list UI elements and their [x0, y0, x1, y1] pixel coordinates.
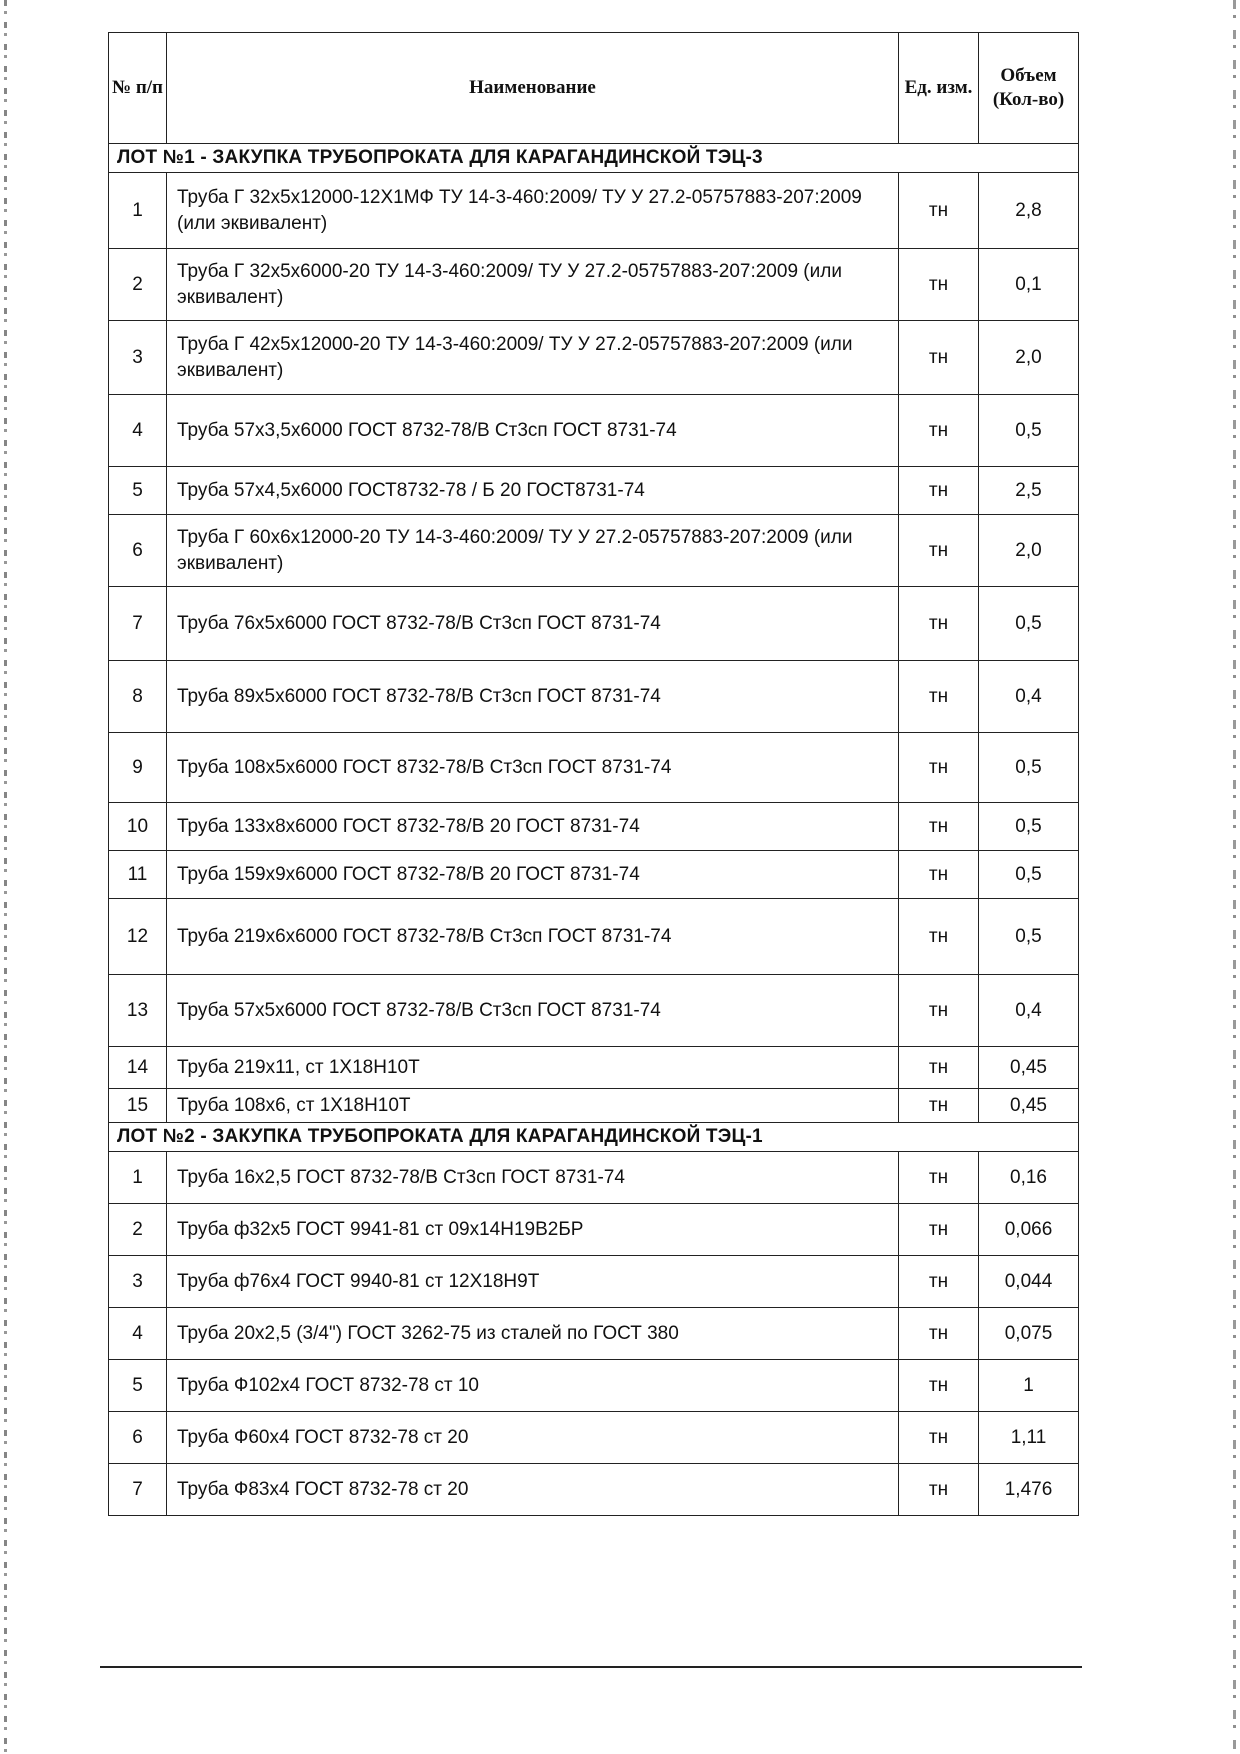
- row-number: 9: [109, 733, 167, 803]
- row-number: 13: [109, 975, 167, 1047]
- procurement-table: [108, 32, 1079, 1516]
- bottom-rule: [100, 1666, 1082, 1668]
- row-unit: тн: [899, 321, 979, 395]
- row-number: 11: [109, 851, 167, 899]
- table-row: [109, 733, 1079, 803]
- table-row: [109, 587, 1079, 661]
- row-number: 12: [109, 899, 167, 975]
- row-number: 1: [109, 173, 167, 249]
- row-qty: 0,45: [979, 1047, 1079, 1089]
- row-unit: тн: [899, 733, 979, 803]
- row-unit: тн: [899, 899, 979, 975]
- lot-title-row: [109, 1123, 1079, 1152]
- row-qty: 0,5: [979, 733, 1079, 803]
- row-qty: 1: [979, 1360, 1079, 1412]
- row-unit: тн: [899, 1308, 979, 1360]
- row-name: Труба 219х6х6000 ГОСТ 8732-78/В Ст3сп ГОСТ 8731-74: [167, 899, 899, 975]
- table-row: [109, 467, 1079, 515]
- table-row: [109, 975, 1079, 1047]
- row-unit: тн: [899, 587, 979, 661]
- row-unit: тн: [899, 851, 979, 899]
- table-row: [109, 803, 1079, 851]
- table-row: [109, 515, 1079, 587]
- row-unit: тн: [899, 975, 979, 1047]
- row-number: 7: [109, 1464, 167, 1516]
- row-name: Труба Ф60х4 ГОСТ 8732-78 ст 20: [167, 1412, 899, 1464]
- lot-title: ЛОТ №2 - ЗАКУПКА ТРУБОПРОКАТА ДЛЯ КАРАГАНДИНСКОЙ ТЭЦ-1: [109, 1123, 1079, 1152]
- row-qty: 0,5: [979, 587, 1079, 661]
- row-name: Труба 57х5х6000 ГОСТ 8732-78/В Ст3сп ГОСТ 8731-74: [167, 975, 899, 1047]
- header-name: Наименование: [167, 33, 899, 144]
- table-row: [109, 321, 1079, 395]
- row-unit: тн: [899, 1360, 979, 1412]
- row-qty: 0,066: [979, 1204, 1079, 1256]
- row-number: 7: [109, 587, 167, 661]
- row-qty: 0,5: [979, 851, 1079, 899]
- row-qty: 0,5: [979, 803, 1079, 851]
- row-number: 4: [109, 1308, 167, 1360]
- row-unit: тн: [899, 395, 979, 467]
- row-number: 15: [109, 1089, 167, 1123]
- row-unit: тн: [899, 1464, 979, 1516]
- row-name: Труба Г 32х5х6000-20 ТУ 14-3-460:2009/ ТУ У 27.2-05757883-207:2009 (или эквивалент): [167, 249, 899, 321]
- row-qty: 0,5: [979, 395, 1079, 467]
- row-qty: 2,0: [979, 321, 1079, 395]
- table-row: [109, 899, 1079, 975]
- row-unit: тн: [899, 803, 979, 851]
- table-row: [109, 249, 1079, 321]
- row-unit: тн: [899, 515, 979, 587]
- row-name: Труба Ф83х4 ГОСТ 8732-78 ст 20: [167, 1464, 899, 1516]
- row-qty: 0,044: [979, 1256, 1079, 1308]
- row-qty: 0,1: [979, 249, 1079, 321]
- table-row: [109, 1360, 1079, 1412]
- row-name: Труба 159х9х6000 ГОСТ 8732-78/В 20 ГОСТ 8731-74: [167, 851, 899, 899]
- row-number: 3: [109, 1256, 167, 1308]
- row-number: 6: [109, 1412, 167, 1464]
- row-unit: тн: [899, 1047, 979, 1089]
- row-number: 2: [109, 249, 167, 321]
- row-name: Труба 20х2,5 (3/4") ГОСТ 3262-75 из сталей по ГОСТ 380: [167, 1308, 899, 1360]
- row-name: Труба 57х3,5х6000 ГОСТ 8732-78/В Ст3сп ГОСТ 8731-74: [167, 395, 899, 467]
- row-unit: тн: [899, 1204, 979, 1256]
- row-qty: 0,075: [979, 1308, 1079, 1360]
- table-header-row: [109, 33, 1079, 144]
- row-number: 6: [109, 515, 167, 587]
- row-number: 3: [109, 321, 167, 395]
- table-row: [109, 173, 1079, 249]
- row-name: Труба 16х2,5 ГОСТ 8732-78/В Ст3сп ГОСТ 8731-74: [167, 1152, 899, 1204]
- table-body: [109, 144, 1079, 1516]
- lot-title-row: [109, 144, 1079, 173]
- row-qty: 0,16: [979, 1152, 1079, 1204]
- row-qty: 0,5: [979, 899, 1079, 975]
- row-unit: тн: [899, 467, 979, 515]
- row-number: 5: [109, 1360, 167, 1412]
- row-number: 1: [109, 1152, 167, 1204]
- scan-edge-right: [1233, 0, 1236, 1754]
- table-row: [109, 1308, 1079, 1360]
- row-qty: 0,4: [979, 975, 1079, 1047]
- row-unit: тн: [899, 173, 979, 249]
- row-name: Труба ф32х5 ГОСТ 9941-81 ст 09х14Н19В2БР: [167, 1204, 899, 1256]
- row-qty: 2,5: [979, 467, 1079, 515]
- table-row: [109, 1256, 1079, 1308]
- row-qty: 1,476: [979, 1464, 1079, 1516]
- row-name: Труба 89х5х6000 ГОСТ 8732-78/В Ст3сп ГОСТ 8731-74: [167, 661, 899, 733]
- header-num: № п/п: [109, 33, 167, 144]
- row-number: 10: [109, 803, 167, 851]
- row-name: Труба 108х5х6000 ГОСТ 8732-78/В Ст3сп ГОСТ 8731-74: [167, 733, 899, 803]
- row-name: Труба 133х8х6000 ГОСТ 8732-78/В 20 ГОСТ 8731-74: [167, 803, 899, 851]
- row-number: 8: [109, 661, 167, 733]
- row-number: 5: [109, 467, 167, 515]
- row-qty: 0,4: [979, 661, 1079, 733]
- row-name: Труба 57х4,5х6000 ГОСТ8732-78 / Б 20 ГОСТ8731-74: [167, 467, 899, 515]
- row-name: Труба 76х5х6000 ГОСТ 8732-78/В Ст3сп ГОСТ 8731-74: [167, 587, 899, 661]
- row-name: Труба Ф102х4 ГОСТ 8732-78 ст 10: [167, 1360, 899, 1412]
- row-name: Труба 219х11, ст 1Х18Н10Т: [167, 1047, 899, 1089]
- row-number: 2: [109, 1204, 167, 1256]
- lot-title: ЛОТ №1 - ЗАКУПКА ТРУБОПРОКАТА ДЛЯ КАРАГАНДИНСКОЙ ТЭЦ-3: [109, 144, 1079, 173]
- row-number: 4: [109, 395, 167, 467]
- row-unit: тн: [899, 1152, 979, 1204]
- table-row: [109, 395, 1079, 467]
- table-row: [109, 661, 1079, 733]
- row-qty: 1,11: [979, 1412, 1079, 1464]
- row-unit: тн: [899, 1412, 979, 1464]
- row-unit: тн: [899, 1089, 979, 1123]
- row-name: Труба Г 32х5х12000-12Х1МФ ТУ 14-3-460:2009/ ТУ У 27.2-05757883-207:2009 (или эквивалент): [167, 173, 899, 249]
- table-row: [109, 851, 1079, 899]
- scan-edge-left: [4, 0, 7, 1754]
- row-number: 14: [109, 1047, 167, 1089]
- row-unit: тн: [899, 249, 979, 321]
- row-unit: тн: [899, 661, 979, 733]
- row-name: Труба Г 60х6х12000-20 ТУ 14-3-460:2009/ ТУ У 27.2-05757883-207:2009 (или эквивалент): [167, 515, 899, 587]
- row-qty: 2,0: [979, 515, 1079, 587]
- row-name: Труба ф76х4 ГОСТ 9940-81 ст 12Х18Н9Т: [167, 1256, 899, 1308]
- row-name: Труба Г 42х5х12000-20 ТУ 14-3-460:2009/ ТУ У 27.2-05757883-207:2009 (или эквивалент): [167, 321, 899, 395]
- table-row: [109, 1412, 1079, 1464]
- table-row: [109, 1047, 1079, 1089]
- header-unit: Ед. изм.: [899, 33, 979, 144]
- table-row: [109, 1464, 1079, 1516]
- table-row: [109, 1204, 1079, 1256]
- row-name: Труба 108х6, ст 1Х18Н10Т: [167, 1089, 899, 1123]
- row-qty: 2,8: [979, 173, 1079, 249]
- header-qty: Объем (Кол-во): [979, 33, 1079, 144]
- row-qty: 0,45: [979, 1089, 1079, 1123]
- row-unit: тн: [899, 1256, 979, 1308]
- table-row: [109, 1152, 1079, 1204]
- table-row: [109, 1089, 1079, 1123]
